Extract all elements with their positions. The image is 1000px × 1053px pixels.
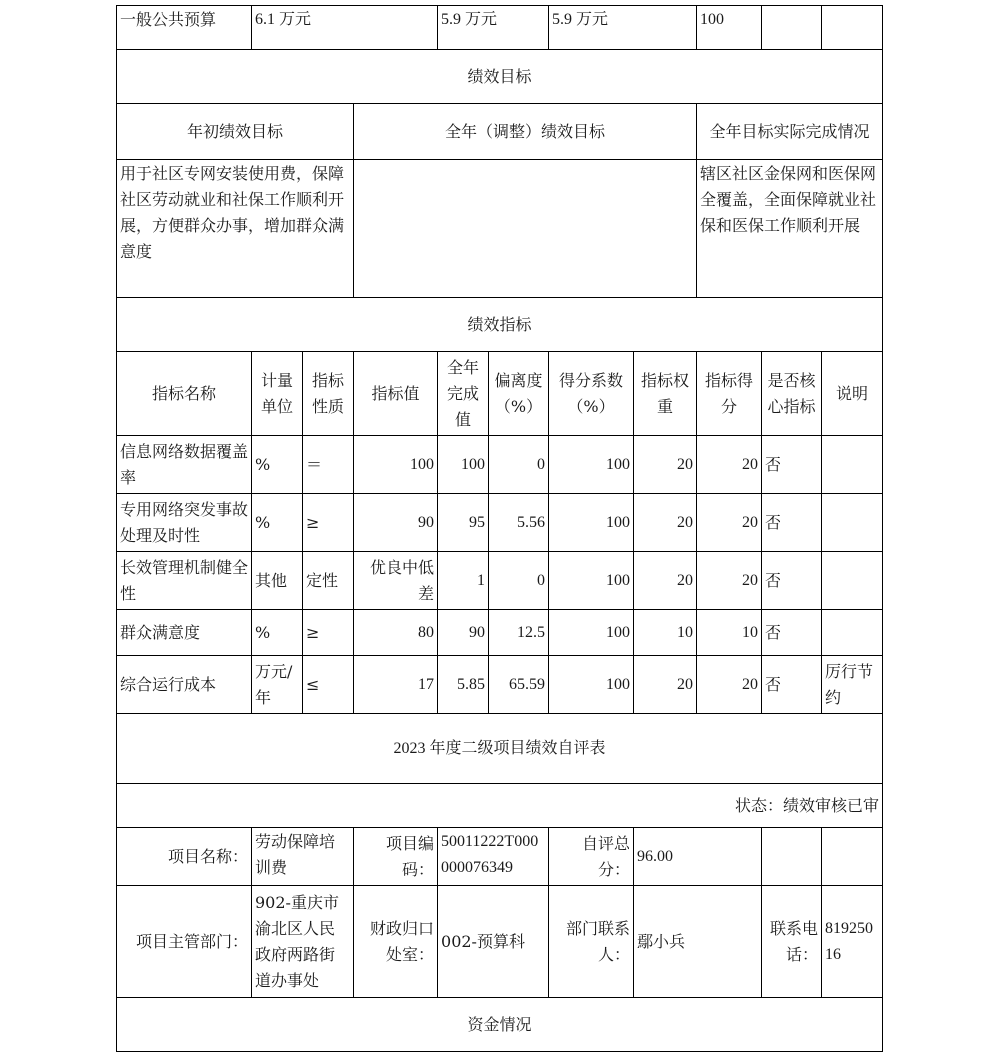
header-indicator-name: 指标名称 bbox=[117, 352, 252, 436]
finance-value: 002-预算科 bbox=[438, 886, 549, 998]
perf-goal-header-adjusted: 全年（调整）绩效目标 bbox=[354, 104, 697, 160]
indicator-deviation: 0 bbox=[489, 436, 549, 494]
indicators-section-title: 绩效指标 bbox=[117, 298, 883, 352]
indicator-coef: 100 bbox=[549, 610, 634, 656]
indicator-coef: 100 bbox=[549, 436, 634, 494]
indicator-deviation: 5.56 bbox=[489, 494, 549, 552]
indicator-note bbox=[822, 436, 883, 494]
perf-goal-section-title: 绩效目标 bbox=[117, 50, 883, 104]
indicator-score: 20 bbox=[697, 436, 762, 494]
indicator-coef: 100 bbox=[549, 656, 634, 714]
indicator-nature: ≥ bbox=[303, 610, 354, 656]
header-weight: 指标权重 bbox=[634, 352, 697, 436]
indicator-core: 否 bbox=[762, 552, 822, 610]
indicator-weight: 10 bbox=[634, 610, 697, 656]
indicator-target: 17 bbox=[354, 656, 438, 714]
indicator-unit: 其他 bbox=[252, 552, 303, 610]
header-score: 指标得分 bbox=[697, 352, 762, 436]
dept-value: 902-重庆市渝北区人民政府两路街道办事处 bbox=[252, 886, 354, 998]
perf-goal-header-actual: 全年目标实际完成情况 bbox=[697, 104, 883, 160]
indicator-name: 综合运行成本 bbox=[117, 656, 252, 714]
indicator-unit: 万元/年 bbox=[252, 656, 303, 714]
indicator-actual: 90 bbox=[438, 610, 489, 656]
department-row bbox=[117, 886, 883, 998]
header-score-coef: 得分系数（%） bbox=[549, 352, 634, 436]
indicator-deviation: 65.59 bbox=[489, 656, 549, 714]
indicator-deviation: 12.5 bbox=[489, 610, 549, 656]
table-row bbox=[117, 610, 883, 656]
budget-col4: 100 bbox=[697, 6, 762, 50]
header-deviation: 偏离度（%） bbox=[489, 352, 549, 436]
header-unit: 计量单位 bbox=[252, 352, 303, 436]
table-row bbox=[117, 494, 883, 552]
indicator-target: 100 bbox=[354, 436, 438, 494]
indicator-coef: 100 bbox=[549, 494, 634, 552]
indicator-core: 否 bbox=[762, 610, 822, 656]
indicator-coef: 100 bbox=[549, 552, 634, 610]
header-actual-value: 全年完成值 bbox=[438, 352, 489, 436]
indicator-weight: 20 bbox=[634, 436, 697, 494]
indicator-weight: 20 bbox=[634, 656, 697, 714]
indicator-note: 厉行节约 bbox=[822, 656, 883, 714]
budget-col5 bbox=[762, 6, 822, 50]
indicator-note bbox=[822, 494, 883, 552]
indicator-core: 否 bbox=[762, 656, 822, 714]
funds-section-title: 资金情况 bbox=[117, 998, 883, 1052]
finance-label: 财政归口处室： bbox=[354, 886, 438, 998]
self-score: 96.00 bbox=[634, 828, 762, 886]
indicator-actual: 95 bbox=[438, 494, 489, 552]
indicator-deviation: 0 bbox=[489, 552, 549, 610]
indicator-score: 10 bbox=[697, 610, 762, 656]
indicator-nature: ≥ bbox=[303, 494, 354, 552]
budget-row bbox=[117, 6, 883, 50]
status-text: 状态：绩效审核已审 bbox=[117, 784, 883, 828]
phone-value: 81925016 bbox=[822, 886, 883, 998]
indicator-name: 群众满意度 bbox=[117, 610, 252, 656]
indicator-name: 专用网络突发事故处理及时性 bbox=[117, 494, 252, 552]
indicator-score: 20 bbox=[697, 552, 762, 610]
table-row bbox=[117, 656, 883, 714]
indicator-unit: % bbox=[252, 436, 303, 494]
indicator-core: 否 bbox=[762, 436, 822, 494]
indicator-target: 优良中低差 bbox=[354, 552, 438, 610]
header-nature: 指标性质 bbox=[303, 352, 354, 436]
indicator-name: 长效管理机制健全性 bbox=[117, 552, 252, 610]
indicator-target: 90 bbox=[354, 494, 438, 552]
indicator-core: 否 bbox=[762, 494, 822, 552]
performance-self-evaluation-table bbox=[116, 5, 883, 1052]
indicator-actual: 100 bbox=[438, 436, 489, 494]
budget-col3: 5.9 万元 bbox=[549, 6, 697, 50]
indicator-nature: ＝ bbox=[303, 436, 354, 494]
table-row bbox=[117, 436, 883, 494]
project-info-row bbox=[117, 828, 883, 886]
indicator-unit: % bbox=[252, 610, 303, 656]
indicator-nature: ≤ bbox=[303, 656, 354, 714]
self-score-label: 自评总分： bbox=[549, 828, 634, 886]
perf-goal-initial: 用于社区专网安装使用费，保障社区劳动就业和社保工作顺利开展，方便群众办事，增加群众满意度 bbox=[117, 160, 354, 298]
contact-value: 鄢小兵 bbox=[634, 886, 762, 998]
indicator-note bbox=[822, 552, 883, 610]
indicator-actual: 1 bbox=[438, 552, 489, 610]
indicator-nature: 定性 bbox=[303, 552, 354, 610]
project-name: 劳动保障培训费 bbox=[252, 828, 354, 886]
form-title: 2023 年度二级项目绩效自评表 bbox=[117, 714, 883, 784]
perf-goal-adjusted bbox=[354, 160, 697, 298]
indicator-note bbox=[822, 610, 883, 656]
header-note: 说明 bbox=[822, 352, 883, 436]
perf-goal-actual: 辖区社区金保网和医保网全覆盖，全面保障就业社保和医保工作顺利开展 bbox=[697, 160, 883, 298]
indicator-unit: % bbox=[252, 494, 303, 552]
project-code-label: 项目编码： bbox=[354, 828, 438, 886]
indicator-score: 20 bbox=[697, 656, 762, 714]
budget-col1: 6.1 万元 bbox=[252, 6, 438, 50]
perf-goal-content-row bbox=[117, 160, 883, 298]
contact-label: 部门联系人： bbox=[549, 886, 634, 998]
dept-label: 项目主管部门： bbox=[117, 886, 252, 998]
indicator-weight: 20 bbox=[634, 494, 697, 552]
indicator-actual: 5.85 bbox=[438, 656, 489, 714]
budget-col2: 5.9 万元 bbox=[438, 6, 549, 50]
indicators-header-row bbox=[117, 352, 883, 436]
project-code: 50011222T000000076349 bbox=[438, 828, 549, 886]
budget-col6 bbox=[822, 6, 883, 50]
header-target-value: 指标值 bbox=[354, 352, 438, 436]
indicator-score: 20 bbox=[697, 494, 762, 552]
indicator-target: 80 bbox=[354, 610, 438, 656]
project-name-label: 项目名称： bbox=[117, 828, 252, 886]
header-core: 是否核心指标 bbox=[762, 352, 822, 436]
perf-goal-header-row bbox=[117, 104, 883, 160]
budget-label: 一般公共预算 bbox=[117, 6, 252, 50]
table-row bbox=[117, 552, 883, 610]
perf-goal-header-initial: 年初绩效目标 bbox=[117, 104, 354, 160]
indicator-name: 信息网络数据覆盖率 bbox=[117, 436, 252, 494]
indicator-weight: 20 bbox=[634, 552, 697, 610]
phone-label: 联系电话： bbox=[762, 886, 822, 998]
